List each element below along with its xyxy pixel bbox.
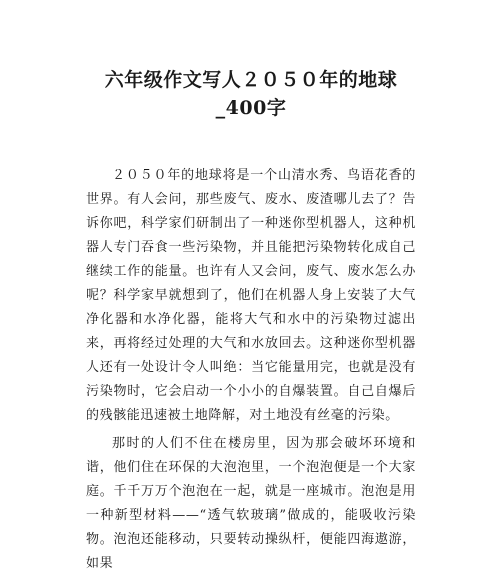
paragraph-1: ２０５０年的地球将是一个山清水秀、鸟语花香的世界。有人会问，那些废气、废水、废渣哪儿去了？告诉你吧，科学家们研制出了一种迷你型机器人，这种机器人专门吞食一些污染物，并且能把污染物转化成自己继续工作的能量。也许有人又会问，废气、废水怎么办呢？科学家早就想到了，他们在机器人身上安装了大气净化器和水净化器，能将大气和水中的污染物过滤出来，再将经过处理的大气和水放回去。这种迷你型机器人还有一处设计令人叫绝：当它能量用完，也就是没有污染物时，它会启动一个小小的自爆装置。自己自爆后的残骸能迅速被土地降解，对土地没有丝毫的污染。	[86, 168, 416, 423]
paragraph-2: 那时的人们不住在楼房里，因为那会破坏环境和谐，他们住在环保的大泡泡里，一个泡泡便是一个大家庭。千千万万个泡泡在一起，就是一座城市。泡泡是用一种新型材料——“透气软玻璃”做成的，能吸收污染物。泡泡还能移动，只要转动操纵杆，便能四海遨游，如果	[86, 436, 416, 571]
document-title: 六年级作文写人２０５０年的地球_400字	[104, 69, 398, 119]
document-body	[86, 164, 416, 576]
